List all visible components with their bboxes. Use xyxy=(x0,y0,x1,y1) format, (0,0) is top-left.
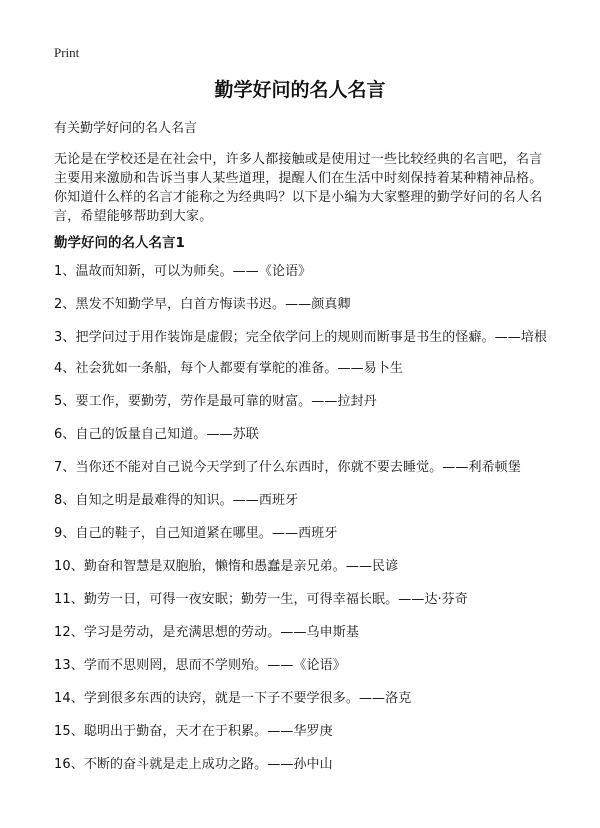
quote-item: 15、聪明出于勤奋，天才在于积累。——华罗庚 xyxy=(54,724,333,739)
print-link[interactable]: Print xyxy=(54,45,80,60)
quote-item: 11、勤劳一日，可得一夜安眠；勤劳一生，可得幸福长眠。——达·芬奇 xyxy=(54,592,468,607)
intro-paragraph: 无论是在学校还是在社会中，许多人都接触或是使用过一些比较经典的名言吧，名言主要用来激励和告诉当事人某些道理，提醒人们在生活中时刻保持着某种精神品格。你知道什么样的名言才能称之为经典吗？以下是小编为大家整理的勤学好问的名人名言，希望能够帮助到大家。 xyxy=(54,152,543,224)
quote-item: 6、自己的饭量自己知道。——苏联 xyxy=(54,427,259,442)
quote-item: 1、温故而知新，可以为师矣。——《论语》 xyxy=(54,264,312,279)
quote-item: 5、要工作，要勤劳，劳作是最可靠的财富。——拉封丹 xyxy=(54,394,377,409)
quote-item: 16、不断的奋斗就是走上成功之路。——孙中山 xyxy=(54,757,333,772)
quote-item: 2、黑发不知勤学早，白首方悔读书迟。——颜真卿 xyxy=(54,297,351,312)
section-heading: 勤学好问的名人名言1 xyxy=(54,235,185,251)
quote-item: 7、当你还不能对自己说今天学到了什么东西时，你就不要去睡觉。——利希顿堡 xyxy=(54,460,521,475)
quote-item: 3、把学问过于用作装饰是虚假；完全依学问上的规则而断事是书生的怪癖。——培根 xyxy=(54,330,548,345)
quote-item: 4、社会犹如一条船，每个人都要有掌舵的准备。——易卜生 xyxy=(54,361,403,376)
quote-item: 10、勤奋和智慧是双胞胎，懒惰和愚蠢是亲兄弟。——民谚 xyxy=(54,559,399,574)
page-title: 勤学好问的名人名言 xyxy=(214,79,386,101)
quote-item: 8、自知之明是最难得的知识。——西班牙 xyxy=(54,493,299,508)
quote-list xyxy=(54,262,554,788)
quote-item: 13、学而不思则罔，思而不学则殆。——《论语》 xyxy=(54,658,346,673)
document-subtitle: 有关勤学好问的名人名言 xyxy=(54,121,198,136)
quote-item: 14、学到很多东西的诀窍，就是一下子不要学很多。——洛克 xyxy=(54,691,412,706)
quote-item: 12、学习是劳动，是充满思想的劳动。——乌申斯基 xyxy=(54,625,359,640)
quote-item: 9、自己的鞋子，自己知道紧在哪里。——西班牙 xyxy=(54,526,338,541)
